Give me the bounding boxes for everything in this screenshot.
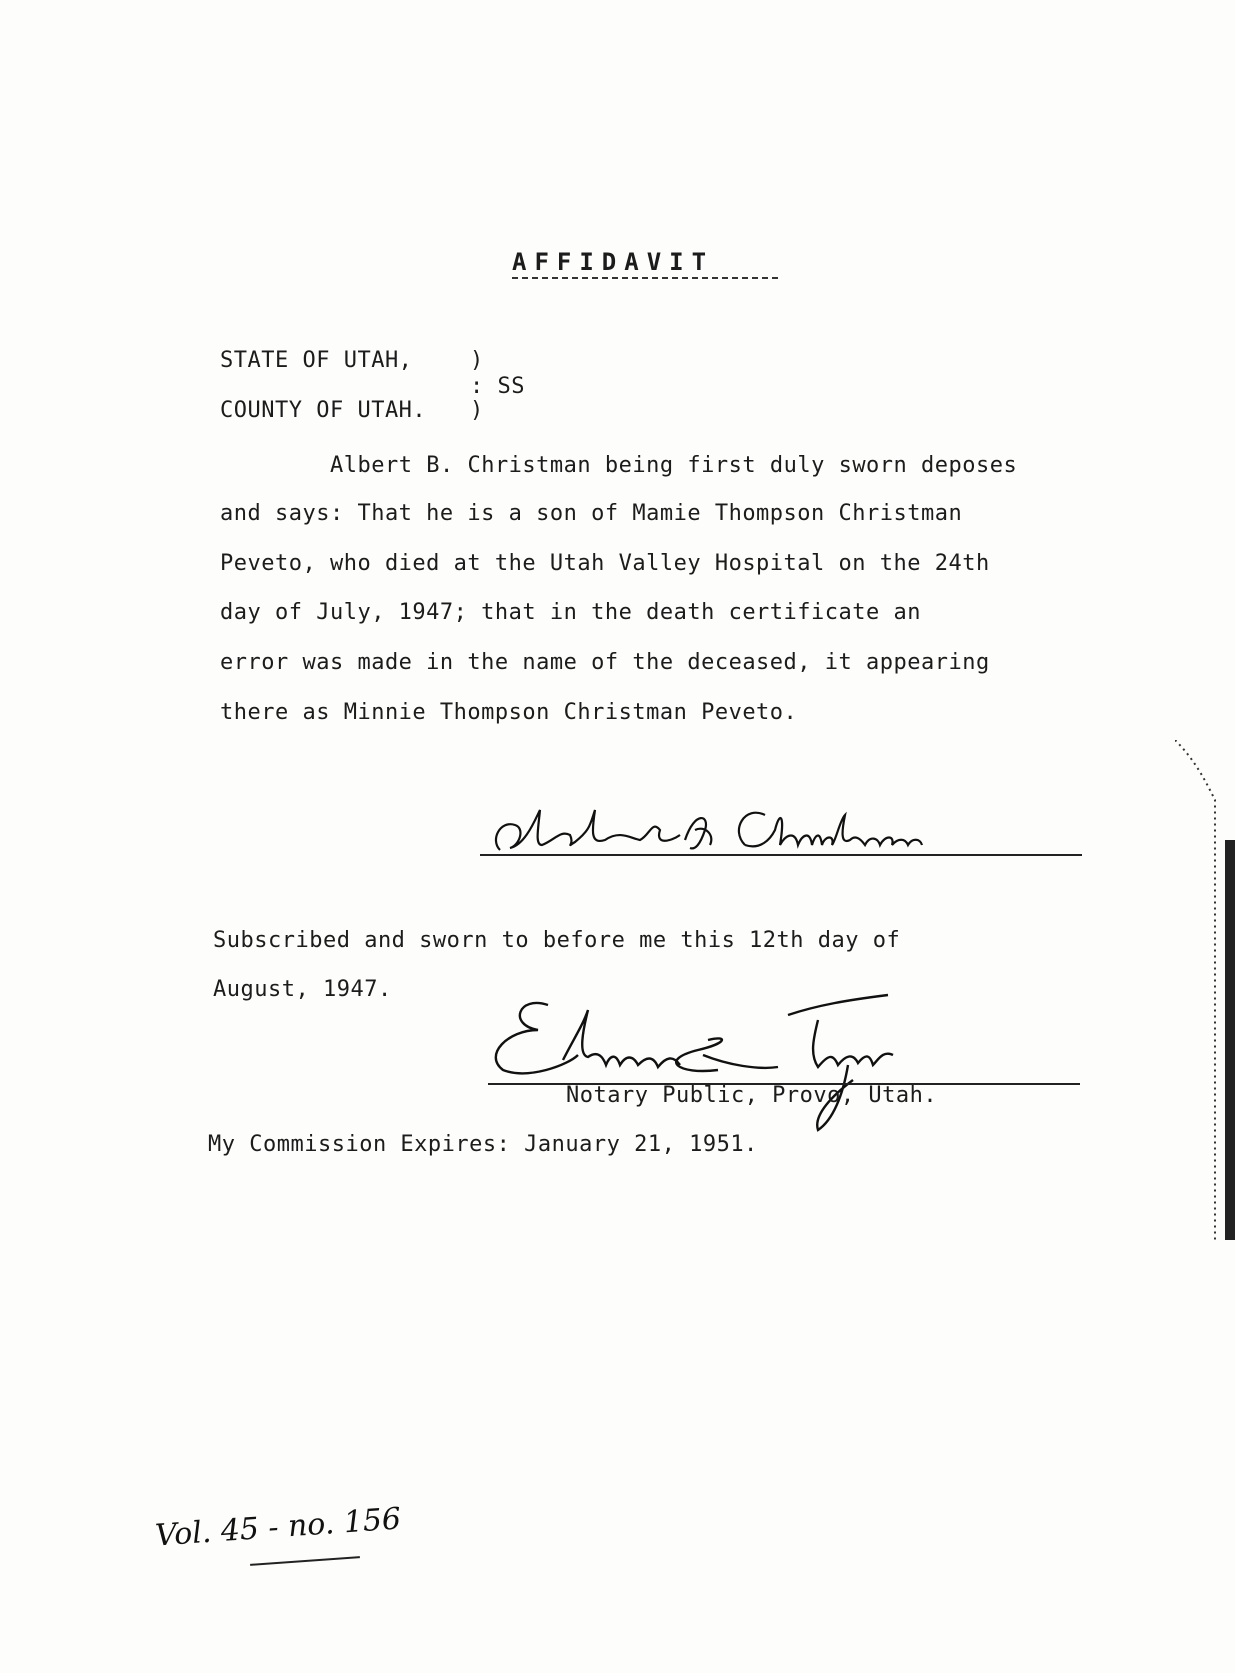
affiant-signature-line [480, 854, 1082, 856]
commission-expiry: My Commission Expires: January 21, 1951. [208, 1132, 758, 1157]
venue-county: COUNTY OF UTAH. [220, 398, 427, 423]
document-title: AFFIDAVIT [512, 248, 715, 276]
jurat-line: August, 1947. [213, 977, 392, 1002]
page-edge-shadow [1175, 740, 1235, 1240]
notary-signature [488, 995, 948, 1135]
body-line: error was made in the name of the deceased, it appearing [220, 650, 990, 675]
venue-ss: : SS [470, 374, 525, 399]
body-line: Peveto, who died at the Utah Valley Hospital on the 24th [220, 551, 990, 576]
affiant-signature [480, 800, 960, 860]
venue-paren-top: ) [470, 348, 484, 373]
title-underline [512, 277, 778, 279]
volume-note-underline [250, 1556, 360, 1566]
body-line: there as Minnie Thompson Christman Peveto. [220, 700, 798, 725]
notary-title: Notary Public, Provo, Utah. [566, 1083, 938, 1108]
jurat-line: Subscribed and sworn to before me this 12th day of [213, 928, 901, 953]
handwritten-volume-note: Vol. 45 - no. 156 [154, 1501, 403, 1554]
body-line: day of July, 1947; that in the death certificate an [220, 600, 922, 625]
venue-state: STATE OF UTAH, [220, 348, 413, 373]
body-line: and says: That he is a son of Mamie Thompson Christman [220, 501, 963, 526]
venue-paren-bottom: ) [470, 398, 484, 423]
body-line: Albert B. Christman being first duly sworn deposes [330, 453, 1018, 478]
